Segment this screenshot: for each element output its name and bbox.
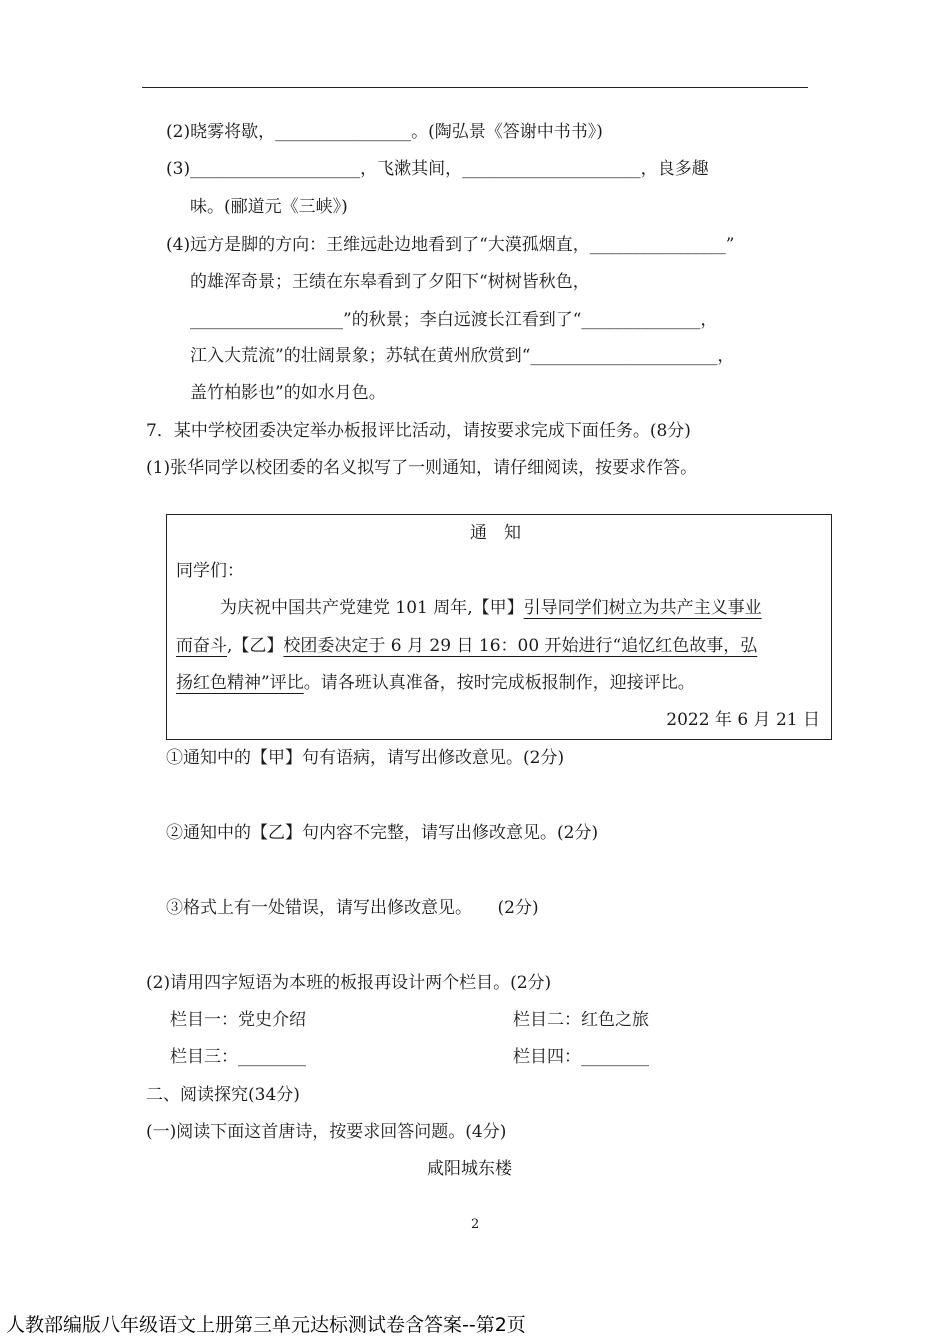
section-2-heading: 二、阅读探究(34分) — [146, 1085, 300, 1105]
subquestion-1: ①通知中的【甲】句有语病，请写出修改意见。(2分) — [166, 748, 565, 768]
question-6-3-line-2: 味。(郦道元《三峡》) — [190, 197, 348, 217]
notice-line-2: 而奋斗,【乙】校团委决定于 6 月 29 日 16：00 开始进行“追忆红色故事，弘 — [176, 636, 758, 656]
notice-box — [166, 514, 832, 740]
question-6-3-line-1: (3)____________________，飞漱其间，_____________________，良多趣 — [166, 159, 709, 179]
column-1: 栏目一：党史介绍 — [170, 1010, 306, 1030]
notice-date: 2022 年 6 月 21 日 — [666, 710, 820, 730]
column-3: 栏目三：________ — [170, 1047, 306, 1067]
question-6-2: (2)晓雾将歇，________________。(陶弘景《答谢中书书》) — [166, 122, 603, 142]
question-6-4-line-1: (4)远方是脚的方向：王维远赴边地看到了“大漠孤烟直，________________” — [166, 235, 735, 255]
question-6-4-line-3: __________________”的秋景；李白远渡长江看到了“______________， — [190, 310, 718, 330]
header-rule — [142, 87, 808, 88]
question-6-4-line-5: 盖竹柏影也”的如水月色。 — [190, 383, 386, 403]
page-number: 2 — [471, 1217, 480, 1232]
column-4: 栏目四：________ — [513, 1047, 649, 1067]
subquestion-2: ②通知中的【乙】句内容不完整，请写出修改意见。(2分) — [166, 823, 599, 843]
poem-title: 咸阳城东楼 — [427, 1159, 512, 1179]
notice-line-1: 为庆祝中国共产党建党 101 周年,【甲】引导同学们树立为共产主义事业 — [220, 598, 762, 618]
question-6-4-line-2: 的雄浑奇景；王绩在东皋看到了夕阳下“树树皆秋色， — [190, 272, 590, 292]
notice-line-3: 扬红色精神”评比。请各班认真准备，按时完成板报制作，迎接评比。 — [176, 673, 695, 693]
question-7-1: (1)张华同学以校团委的名义拟写了一则通知，请仔细阅读，按要求作答。 — [146, 458, 698, 478]
question-7: 7．某中学校团委决定举办板报评比活动，请按要求完成下面任务。(8分) — [146, 421, 691, 441]
notice-title: 通 知 — [470, 523, 521, 543]
question-7-2: (2)请用四字短语为本班的板报再设计两个栏目。(2分) — [146, 973, 552, 993]
question-6-4-line-4: 江入大荒流”的壮阔景象；苏轼在黄州欣赏到“______________________， — [190, 346, 735, 366]
column-2: 栏目二：红色之旅 — [513, 1010, 649, 1030]
footer-caption: 人教部编版八年级语文上册第三单元达标测试卷含答案--第2页 — [6, 1314, 526, 1336]
subquestion-3: ③格式上有一处错误，请写出修改意见。 (2分) — [166, 898, 539, 918]
notice-salutation: 同学们： — [176, 561, 244, 581]
reading-part-1: (一)阅读下面这首唐诗，按要求回答问题。(4分) — [146, 1122, 507, 1142]
